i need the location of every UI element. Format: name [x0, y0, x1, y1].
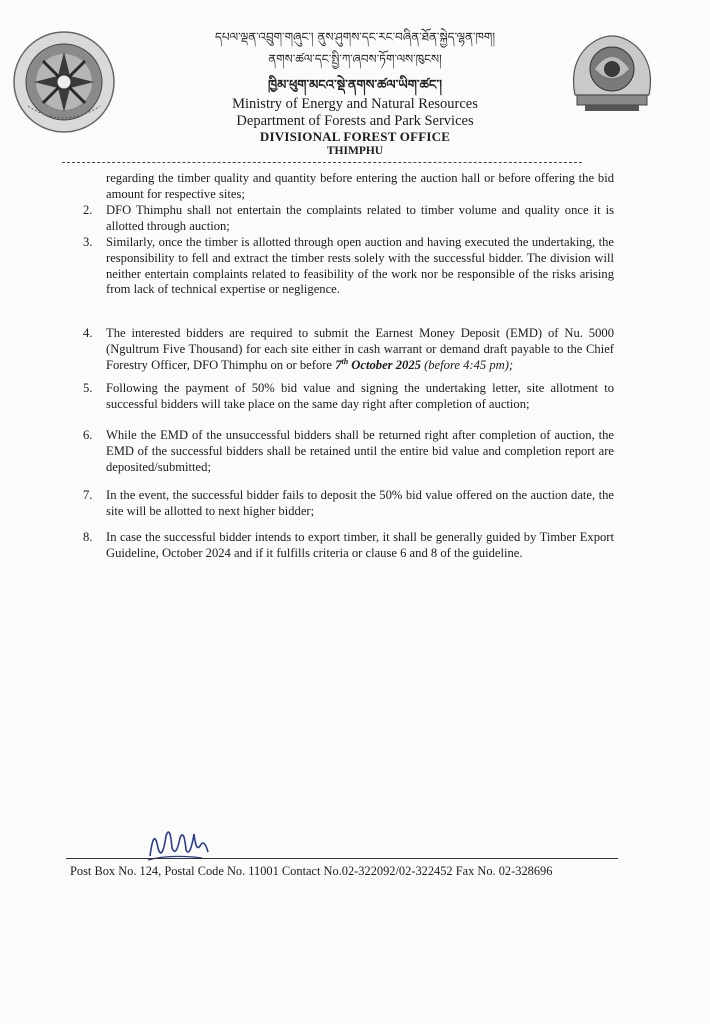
footer-divider: [66, 858, 618, 859]
dzongkha-heading-line-2: ནགས་ཚལ་དང་སྤྱི་ཀ་ཞབས་ཏོག་ལས་ཁུངས།: [268, 52, 442, 66]
clause-text-emd: [106, 326, 614, 373]
item-number: 5.: [83, 381, 93, 395]
office-name: DIVISIONAL FOREST OFFICE: [259, 129, 451, 144]
clause-text: In case the successful bidder intends to export timber, it shall be generally guided by Timber Export Guideline, October 2024 and if it fulfills criteria or clause 6 and 8 of the guideline.: [106, 530, 614, 560]
item-number: 4.: [83, 326, 93, 340]
item-number: 3.: [83, 235, 93, 249]
clause-text: Following the payment of 50% bid value and signing the undertaking letter, site allotment to successful bidders will take place on the same day right after completion of auction;: [106, 381, 614, 411]
clause-text: The interested bidders are required to submit the Earnest Money Deposit (EMD) of Nu. 5000 (Ngultrum Five Thousand) for each site either in cash warrant or demand draft payable to the Chief Forestry Officer, DFO Thimphu on or before: [106, 326, 614, 372]
royal-emblem-seal: [10, 28, 118, 136]
item-number: 8.: [83, 530, 93, 544]
clause-text: While the EMD of the unsuccessful bidders shall be returned right after completion of auction, the EMD of the successful bidders shall be retained until the entire bid value and completion report are deposited/submitted;: [106, 428, 614, 474]
office-city: THIMPHU: [326, 145, 384, 157]
deadline-date: 7th October 2025: [335, 356, 421, 372]
header-divider: [62, 162, 582, 163]
deadline-time: (before 4:45 pm);: [420, 357, 514, 372]
item-number: 6.: [83, 428, 93, 442]
clause-text: DFO Thimphu shall not entertain the complaints related to timber volume and quality once it is allotted through auction;: [106, 203, 614, 233]
ministry-name: Ministry of Energy and Natural Resources: [232, 96, 478, 112]
dzongkha-heading-line-3: ཁྱིམ་ཕུག་མངའ་སྡེ་ནགས་ཚལ་ཡིག་ཚང་།: [267, 78, 442, 93]
item-number: 2.: [83, 203, 93, 217]
clause-text: Similarly, once the timber is allotted through open auction and having executed the undertaking, the responsibility to fell and extract the timber rests solely with the successful bidder. The division will neither entertain complaints related to feasibility of the work nor be responsible of the risks arising from lack of technical expertise or negligence.: [106, 235, 614, 297]
item-number: 7.: [83, 488, 93, 502]
footer-contact: Post Box No. 124, Postal Code No. 11001 Contact No.02-322092/02-322452 Fax No. 02-328696: [70, 864, 553, 878]
department-name: Department of Forests and Park Services: [236, 113, 474, 129]
clause-text: In the event, the successful bidder fails to deposit the 50% bid value offered on the auction date, the site will be allotted to next higher bidder;: [106, 488, 614, 518]
continued-paragraph: regarding the timber quality and quantity before entering the auction hall or before offering the bid amount for respective sites;: [106, 171, 614, 201]
dzongkha-heading-line-1: དཔལ་ལྡན་འབྲུག་གཞུང་། ནུས་ཤུགས་དང་རང་བཞིན་ཐོན་སྐྱེད་ལྷན་ཁག།: [214, 30, 496, 44]
department-logo: [565, 25, 659, 113]
